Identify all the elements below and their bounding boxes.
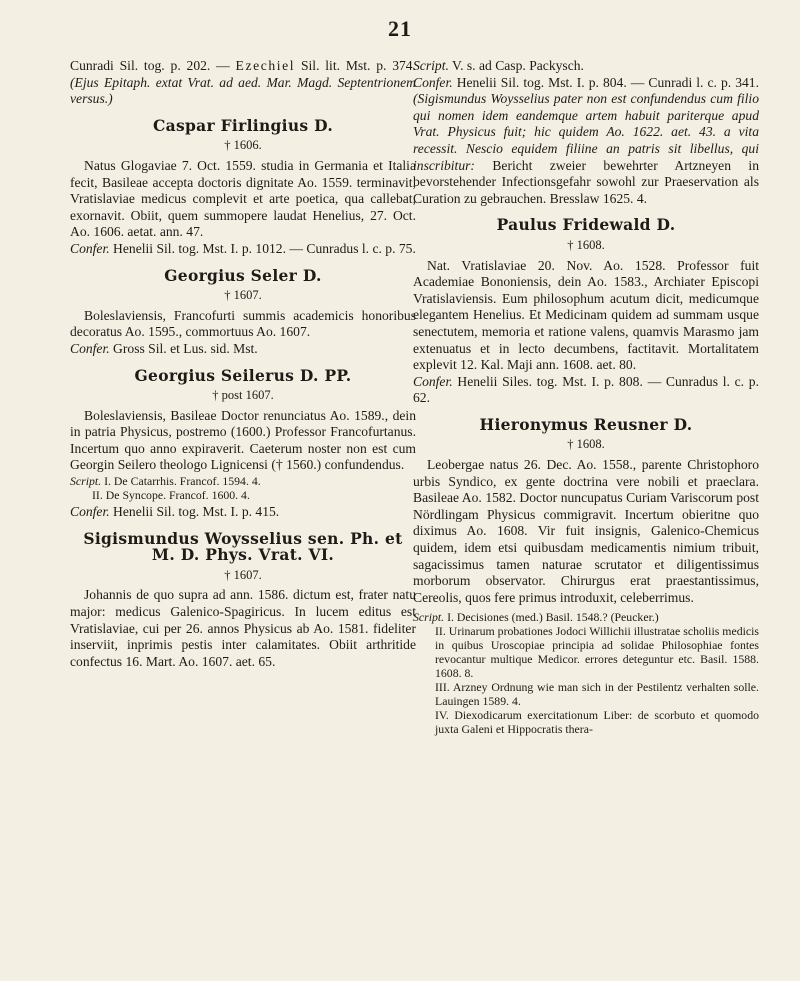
entry-death-year: † 1608. — [567, 437, 605, 452]
confer-citation: (Sigismundus Woysselius pater non est confundendus cum filio qui nomen idem eandemque artem habuit pariterque apud Vrat. Physicus fuit; hic quidem Ao. 1622. aet. 43. a vita recessit. Nescio equidem filiine an patris sit libellus, qui inscribitur: — [413, 91, 759, 173]
entry-text: Boleslaviensis, Basileae Doctor renunciatus Ao. 1589., dein in patria Physicus, postremo (1600.) Professor Francofurtanus. Incertum quo anno expiraverit. Caeterum noster non est cum Georgin Seilero theologo Lignicensi († 1560.) confundendus. — [70, 407, 416, 473]
confer-label: Confer. — [70, 340, 110, 356]
entry-death-year: † 1607. — [224, 567, 262, 582]
entry-heading: Caspar Firlingius D. — [152, 115, 334, 135]
confer-label: Confer. — [413, 74, 453, 90]
right-column — [413, 58, 759, 736]
script-label: Script. — [413, 610, 445, 625]
ref-citation: (Ejus Epitaph. extat Vrat. ad aed. Mar. Magd. Septentrionem versus.) — [70, 74, 416, 107]
entry-script — [413, 58, 759, 75]
entry-heading: Georgius Seilerus D. PP. — [134, 365, 352, 385]
entry-death-year: † post 1607. — [212, 388, 274, 403]
confer-text: Henelii Sil. tog. Mst. I. p. 804. — Cunradi l. c. p. 341. — [452, 74, 759, 90]
entry-confer — [70, 504, 416, 521]
entry-heading: Georgius Seler D. — [164, 265, 322, 285]
confer-text: Henelii Sil. tog. Mst. I. p. 1012. — Cunradus l. c. p. 75. — [109, 240, 416, 256]
entry-text: Nat. Vratislaviae 20. Nov. Ao. 1528. Professor fuit Academiae Bononiensis, dein Ao. 1583., Archiater Episcopi Vratislaviensis. Eum philosophum acutum dicit, medicumque elegantem Henelius. Et Medicinam quidem ad summam usque senectutem, memoria et ratione valens, quamvis Marasmo jam extenuatus et in lecto decumbens, factitavit. Mortalitatem explevit 12. Kal. Maji ann. 1608. aet. 80. — [413, 257, 759, 373]
entry-death-year: † 1608. — [567, 237, 605, 252]
entry-confer — [70, 341, 416, 358]
entry-heading: Hieronymus Reusner D. — [479, 414, 693, 434]
confer-label: Confer. — [413, 373, 453, 389]
script-item: II. Urinarum probationes Jodoci Willichii illustratae scholiis medicis in quibus Uroscopiae principia ad solidae Philosophiae fontes revocantur multique Medicor. errores deteguntur etc. Basil. 1588. 1608. 8. — [435, 624, 759, 681]
entry-text: Johannis de quo supra ad ann. 1586. dictum est, frater natu major: medicus Galenico-Spagiricus. In lucem editus est Vratislaviae, cui per 26. annos Physicus ab Ao. 1581. fideliter inserviit, inprimis pestis inter calamitates. Obiit arthritide confectus 16. Mart. Ao. 1607. aet. 65. — [70, 587, 416, 669]
script-item: I. De Catarrhis. Francof. 1594. 4. — [101, 474, 261, 489]
script-item: I. Decisiones (med.) Basil. 1548.? (Peucker.) — [444, 610, 659, 625]
entry-heading: Paulus Fridewald D. — [496, 215, 676, 235]
ref-text: Sil. lit. Mst. p. 374. — [295, 58, 416, 73]
script-item: IV. Diexodicarum exercitationum Liber: de scorbuto et quomodo juxta Galeni et Hippocratis thera- — [435, 708, 759, 737]
confer-text: Gross Sil. et Lus. sid. Mst. — [109, 340, 258, 356]
confer-citation-tail: Bericht zweier bewehrter Artzneyen in bevorstehender Infectionsgefahr sowohl zur Praeservation als Curation zu gebrauchen. Bresslaw 1625. 4. — [413, 157, 759, 206]
entry-script — [413, 610, 759, 736]
entry-text: Natus Glogaviae 7. Oct. 1559. studia in Germania et Italia fecit, Basileae accepta doctoris dignitate Ao. 1559. terminavit, Vratislaviae medicus complevit et arte poetica, qua callebat, exornavit. Obiit, quem summopere laudat Henelius, 27. Oct. Ao. 1606. aetat. ann. 47. — [70, 157, 416, 240]
script-label: Script. — [70, 474, 102, 489]
confer-text: Henelii Siles. tog. Mst. I. p. 808. — Cunradus l. c. p. 62. — [413, 373, 759, 406]
confer-text: Henelii Sil. tog. Mst. I. p. 415. — [109, 504, 280, 520]
page-number: 21 — [388, 16, 412, 41]
script-label: Script. — [413, 58, 449, 73]
entry-confer — [413, 374, 759, 407]
left-column — [70, 58, 416, 670]
intro-reference — [70, 58, 416, 108]
script-item: III. Arzney Ordnung wie man sich in der Pestilentz verhalten solle. Lauingen 1589. 4. — [435, 680, 759, 709]
confer-label: Confer. — [70, 240, 110, 256]
confer-label: Confer. — [70, 504, 110, 520]
ref-name: Ezechiel — [235, 58, 296, 73]
entry-death-year: † 1606. — [224, 138, 262, 153]
entry-confer — [70, 241, 416, 258]
script-text: V. s. ad Casp. Packysch. — [448, 58, 584, 73]
entry-script — [70, 474, 416, 502]
entry-heading: Sigismundus Woysselius sen. Ph. et M. D. Phys. Vrat. VI. — [83, 528, 403, 565]
entry-text: Boleslaviensis, Francofurti summis academicis honoribus decoratus Ao. 1595., commortuus Ao. 1607. — [70, 307, 416, 340]
ref-text: Cunradi Sil. tog. p. 202. — — [70, 58, 236, 73]
entry-confer — [413, 75, 759, 208]
entry-death-year: † 1607. — [224, 288, 262, 303]
script-item: II. De Syncope. Francof. 1600. 4. — [92, 488, 250, 503]
entry-text: Leobergae natus 26. Dec. Ao. 1558., parente Christophoro urbis Syndico, ex gente doctrina vere nobili et praeclara. Basileae Ao. 1582. Doctor nuncupatus Curiam Variscorum post Nördlingam Physicus commigravit. Incertum obieritne quo diximus Ao. 1608. Vir fuit insignis, Galenico-Chemicus quidem, idem etsi quibusdam medicamentis nimium tribuit, sagacissimus tamen naturae scrutator et diligentissimus morborum observator. Chirurgus erat praestantissimus, Cereolis, quos fere primus introduxit, celeberrimus. — [413, 457, 759, 605]
